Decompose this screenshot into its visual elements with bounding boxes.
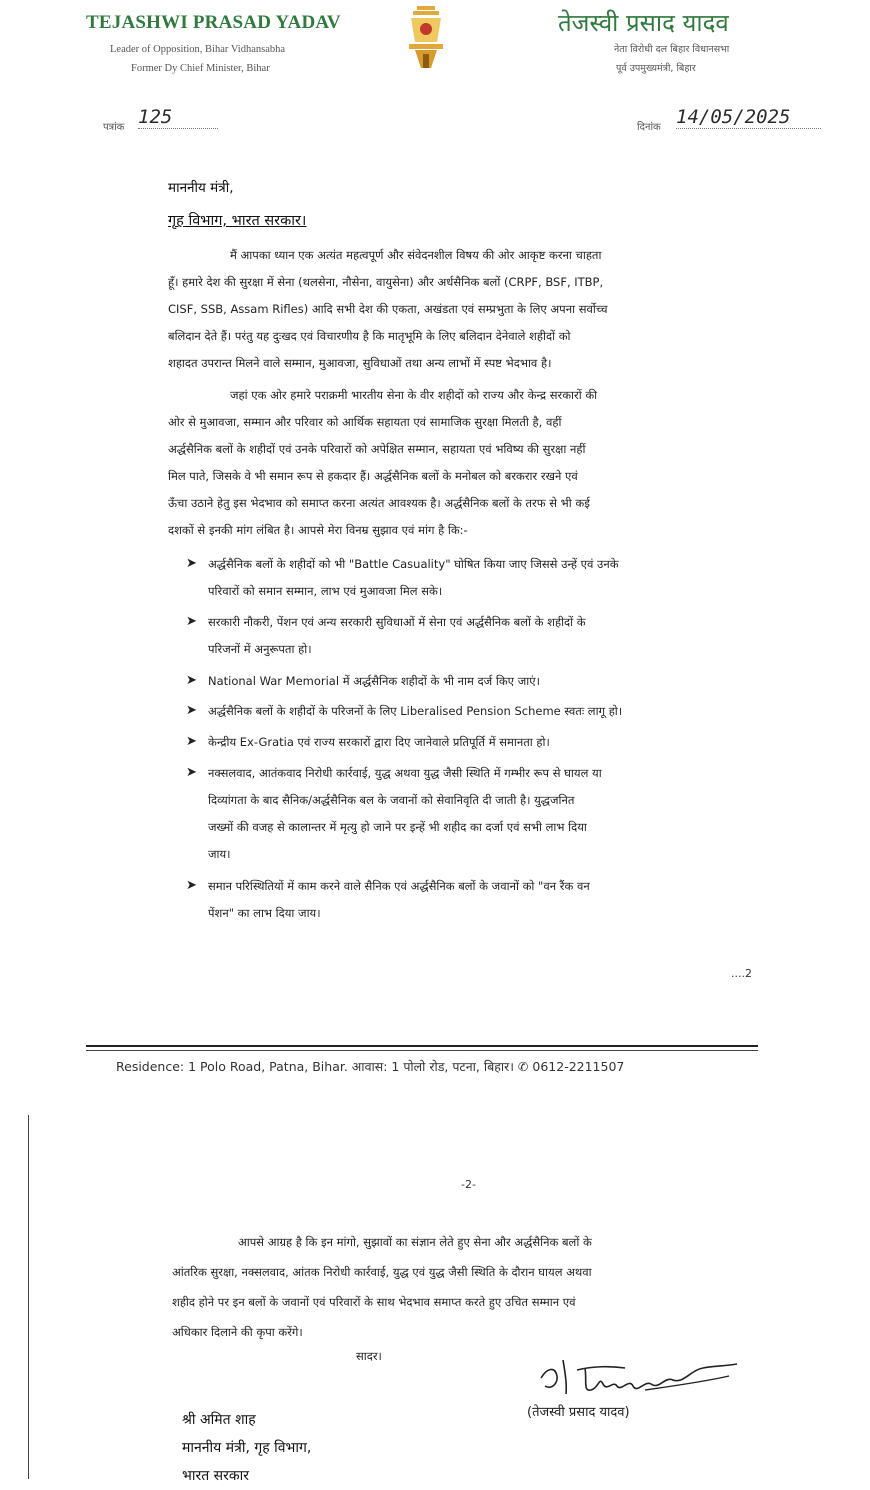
page2-paragraph	[172, 1227, 772, 1347]
letterhead-subtitle-hindi-1: नेता विरोधी दल बिहार विधानसभा	[614, 44, 730, 55]
letterhead-subtitle-english-1: Leader of Opposition, Bihar Vidhansabha	[110, 44, 286, 55]
arrow-bullet-icon: ➤	[186, 878, 197, 893]
addressee-line: माननीय मंत्री, गृह विभाग,	[182, 1440, 312, 1456]
bullet-item-line: परिजनों में अनुरूपता हो।	[208, 642, 312, 656]
paragraph-1-line: शहादत उपरान्त मिलने वाले सम्मान, मुआवजा, सुविधाओं तथा अन्य लाभों में स्पष्ट भेदभाव है।	[168, 356, 552, 370]
letterhead-name-english: TEJASHWI PRASAD YADAV	[86, 12, 341, 33]
bullet-item-line: परिवारों को समान सम्मान, लाभ एवं मुआवजा मिल सके।	[208, 584, 443, 598]
paragraph-2-line: दशकों से इनकी मांग लंबित है। आपसे मेरा विनम्र सुझाव एवं मांग है कि:-	[168, 523, 468, 537]
addressee-line: भारत सरकार	[182, 1468, 249, 1484]
ref-label: पत्रांक	[103, 122, 125, 133]
letterhead-subtitle-hindi-2: पूर्व उपमुख्यमंत्री, बिहार	[616, 63, 696, 74]
bullet-item	[208, 698, 768, 725]
paragraph-2-line: ऊँचा उठाने हेतु इस भेदभाव को समाप्त करना अत्यंत आवश्यक है। अर्द्धसैनिक बलों के तरफ से भी कई	[168, 496, 590, 510]
arrow-bullet-icon: ➤	[186, 614, 197, 629]
bullet-item-line: National War Memorial में अर्द्धसैनिक शहीदों के भी नाम दर्ज किए जाएं।	[208, 674, 540, 688]
bullet-item-line: केन्द्रीय Ex-Gratia एवं राज्य सरकारों द्वारा दिए जानेवाले प्रतिपूर्ति में समानता हो।	[208, 735, 550, 749]
bullet-item-line: नक्सलवाद, आतंकवाद निरोधी कार्रवाई, युद्ध अथवा युद्ध जैसी स्थिति में गम्भीर रूप से घायल या	[208, 766, 602, 780]
bullet-item	[208, 668, 768, 695]
letterhead-subtitle-english-2: Former Dy Chief Minister, Bihar	[131, 63, 270, 74]
paragraph-1	[168, 242, 768, 377]
bullet-item-line: समान परिस्थितियों में काम करने वाले सैनिक एवं अर्द्धसैनिक बलों के जवानों को "वन रैंक वन	[208, 879, 590, 893]
paragraph-2-line: ओर से मुआवजा, सम्मान और परिवार को आर्थिक सहायता एवं सामाजिक सुरक्षा मिलती है, वहीं	[168, 415, 562, 429]
bullet-item-line: जाय।	[208, 847, 231, 861]
letterhead-name-hindi: तेजस्वी प्रसाद यादव	[558, 9, 729, 37]
bullet-item-line: अर्द्धसैनिक बलों के शहीदों को भी "Battle Casuality" घोषित किया जाए जिससे उन्हें एवं उनके	[208, 557, 619, 571]
page2-paragraph-line: शहीद होने पर इन बलों के जवानों एवं परिवारों के साथ भेदभाव समाप्त करते हुए उचित सम्मान एवं	[172, 1295, 576, 1309]
footer-divider	[86, 1045, 758, 1047]
bullet-item	[208, 873, 768, 927]
footer-divider	[86, 1050, 758, 1051]
paragraph-1-line: हूँ। हमारे देश की सुरक्षा में सेना (थलसेना, नौसेना, वायुसेना) और अर्धसैनिक बलों (CRPF, BSF, ITBP,	[168, 275, 604, 289]
page2-paragraph-line: अधिकार दिलाने की कृपा करेंगे।	[172, 1325, 303, 1339]
arrow-bullet-icon: ➤	[186, 734, 197, 749]
addressee-line: श्री अमित शाह	[182, 1412, 256, 1428]
paragraph-2-line: मिल पाते, जिसके वे भी समान रूप से हकदार हैं। अर्द्धसैनिक बलों के मनोबल को बरकरार रखने एवं	[168, 469, 578, 483]
date-label: दिनांक	[637, 122, 661, 133]
bullet-item-line: सरकारी नौकरी, पेंशन एवं अन्य सरकारी सुविधाओं में सेना एवं अर्द्धसैनिक बलों के शहीदों के	[208, 615, 586, 629]
page2-paragraph-line: आपसे आग्रह है कि इन मांगो, सुझावों का संज्ञान लेते हुए सेना और अर्द्धसैनिक बलों के	[238, 1235, 592, 1249]
paragraph-2-line: जहां एक ओर हमारे पराक्रमी भारतीय सेना के वीर शहीदों को राज्य और केन्द्र सरकारों की	[230, 388, 598, 402]
paragraph-1-line: बलिदान देते हैं। परंतु यह दुःखद एवं विचारणीय है कि मातृभूमि के लिए बलिदान देनेवाले शहीदों को	[168, 329, 571, 343]
bullet-item-line: पेंशन" का लाभ दिया जाय।	[208, 906, 321, 920]
arrow-bullet-icon: ➤	[186, 556, 197, 571]
page-edge	[28, 1115, 29, 1479]
bullet-item	[208, 551, 768, 605]
arrow-bullet-icon: ➤	[186, 765, 197, 780]
bullet-item-line: दिव्यांगता के बाद सैनिक/अर्द्धसैनिक बल के जवानों को सेवानिवृति दी जाती है। युद्धजनित	[208, 793, 575, 807]
arrow-bullet-icon: ➤	[186, 703, 197, 718]
salutation-line-2: गृह विभाग, भारत सरकार।	[168, 213, 307, 229]
ref-number: 125	[138, 106, 218, 129]
closing: सादर।	[356, 1349, 382, 1363]
residence-address: Residence: 1 Polo Road, Patna, Bihar. आवास: 1 पोलो रोड, पटना, बिहार। ✆ 0612-2211507	[116, 1059, 625, 1074]
addressee-block	[182, 1406, 311, 1490]
bullet-item	[208, 609, 768, 663]
page2-paragraph-line: आंतरिक सुरक्षा, नक्सलवाद, आंतक निरोधी कार्रवाई, युद्ध एवं युद्ध जैसी स्थिति के दौरान घायल अथवा	[172, 1265, 592, 1279]
bullet-item	[208, 760, 768, 868]
arrow-bullet-icon: ➤	[186, 673, 197, 688]
bullet-item-line: जख्मों की वजह से कालान्तर में मृत्यु हो जाने पर इन्हें भी शहीद का दर्जा एवं सभी लाभ दिया	[208, 820, 587, 834]
paragraph-1-line: CISF, SSB, Assam Rifles) आदि सभी देश की एकता, अखंडता एवं सम्प्रभुता के लिए अपना सर्वोच्च	[168, 302, 608, 316]
page-number: -2-	[461, 1178, 476, 1191]
paragraph-2	[168, 382, 768, 544]
date-value: 14/05/2025	[676, 106, 821, 129]
salutation-line-1: माननीय मंत्री,	[168, 180, 234, 196]
handwritten-signature	[533, 1340, 743, 1410]
signatory-name: (तेजस्वी प्रसाद यादव)	[527, 1405, 630, 1420]
bullet-item-line: अर्द्धसैनिक बलों के शहीदों के परिजनों के लिए Liberalised Pension Scheme स्वतः लागू हो।	[208, 704, 623, 718]
party-emblem-icon	[401, 2, 451, 72]
continued-marker: ....2	[731, 967, 752, 980]
bullet-item	[208, 729, 768, 756]
paragraph-1-line: मैं आपका ध्यान एक अत्यंत महत्वपूर्ण और संवेदनशील विषय की ओर आकृष्ट करना चाहता	[230, 248, 602, 262]
paragraph-2-line: अर्द्धसैनिक बलों के शहीदों एवं उनके परिवारों को अपेक्षित सम्मान, सहायता एवं भविष्य की सुरक्षा नहीं	[168, 442, 586, 456]
